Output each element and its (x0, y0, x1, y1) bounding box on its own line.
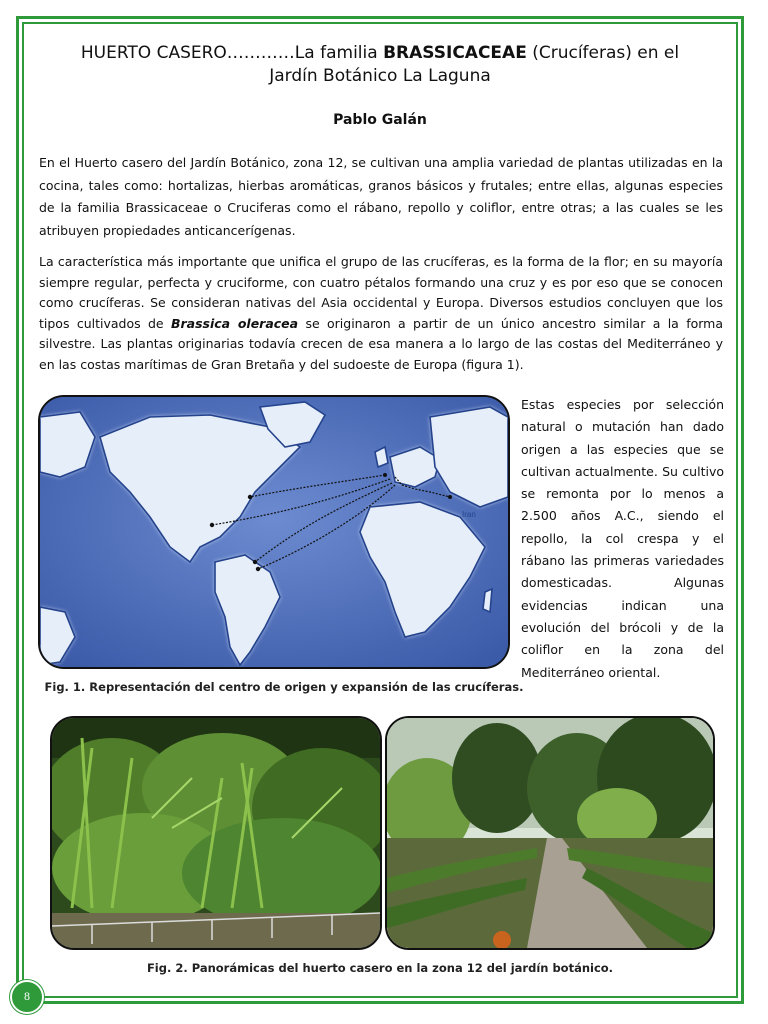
side-paragraph: Estas especies por selección natural o mutación han dado origen a las especies que se cultivan actualmente. Su cultivo se remonta por lo menos a 2.500 años A.C., siendo el repollo, la col crespa y el rábano las primeras variedades domesticadas. Algunas evidencias indican una evolución del brócoli y de la coliflor en la zona del Mediterráneo oriental. (521, 397, 724, 680)
madagascar (483, 589, 492, 612)
title-part1: HUERTO CASERO…………La familia (80, 43, 384, 63)
paragraph2-before: La característica más importante que unifica el grupo de las crucíferas, es la forma de la flor; en su mayoría siempre regular, perfecta y cruciforme, con cuatro pétalos formando una cruz y es por eso que se conocen como crucíferas. Se consideran nativas del Asia occidental y Europa. Diversos estudios concluyen que los tipos cultivados de (39, 254, 723, 331)
title-line2: Jardín Botánico La Laguna (269, 66, 491, 86)
figure2-caption: Fig. 2. Panorámicas del huerto casero en la zona 12 del jardín botánico. (146, 961, 614, 975)
world-map-figure (38, 395, 510, 669)
paragraph2-after: se originaron a partir de un único ancestro similar a la forma silvestre. Las plantas originarias todavía crecen de esa manera a lo largo de las costas del Mediterráneo y en las costas marítimas de Gran Bretaña y del sudoeste de Europa (figura 1). (39, 315, 723, 372)
figure1-caption: Fig. 1. Representación del centro de origen y expansión de las crucíferas. (44, 680, 524, 694)
paragraph-characteristics (39, 252, 723, 375)
garden-photo-left (50, 716, 382, 950)
garden-photo-left-image (52, 718, 380, 948)
page-number: 8 (24, 989, 30, 1003)
title-family-name: BRASSICACEAE (383, 43, 527, 63)
author-name: Pablo Galán (333, 112, 427, 128)
garden-photo-right (385, 716, 715, 950)
species-name: Brassica oleracea (170, 315, 299, 331)
article-title (40, 42, 720, 88)
garden-photo-right-image (387, 718, 713, 948)
world-map-image (40, 397, 508, 667)
map-label-iran: Iran (462, 510, 476, 519)
paragraph-intro: En el Huerto casero del Jardín Botánico, zona 12, se cultivan una amplia variedad de plantas utilizadas en la cocina, tales como: hortalizas, hierbas aromáticas, granos básicos y frutales; entre ellas, algunas especies de la familia Brassicaceae o Cruciferas como el rábano, repollo y coliflor, entre otras; a las cuales se les atribuyen propiedades anticancerígenas. (39, 155, 723, 238)
title-part2: (Crucíferas) en el (526, 43, 680, 63)
dense-foliage (52, 733, 380, 928)
page-number-badge (10, 980, 44, 1014)
